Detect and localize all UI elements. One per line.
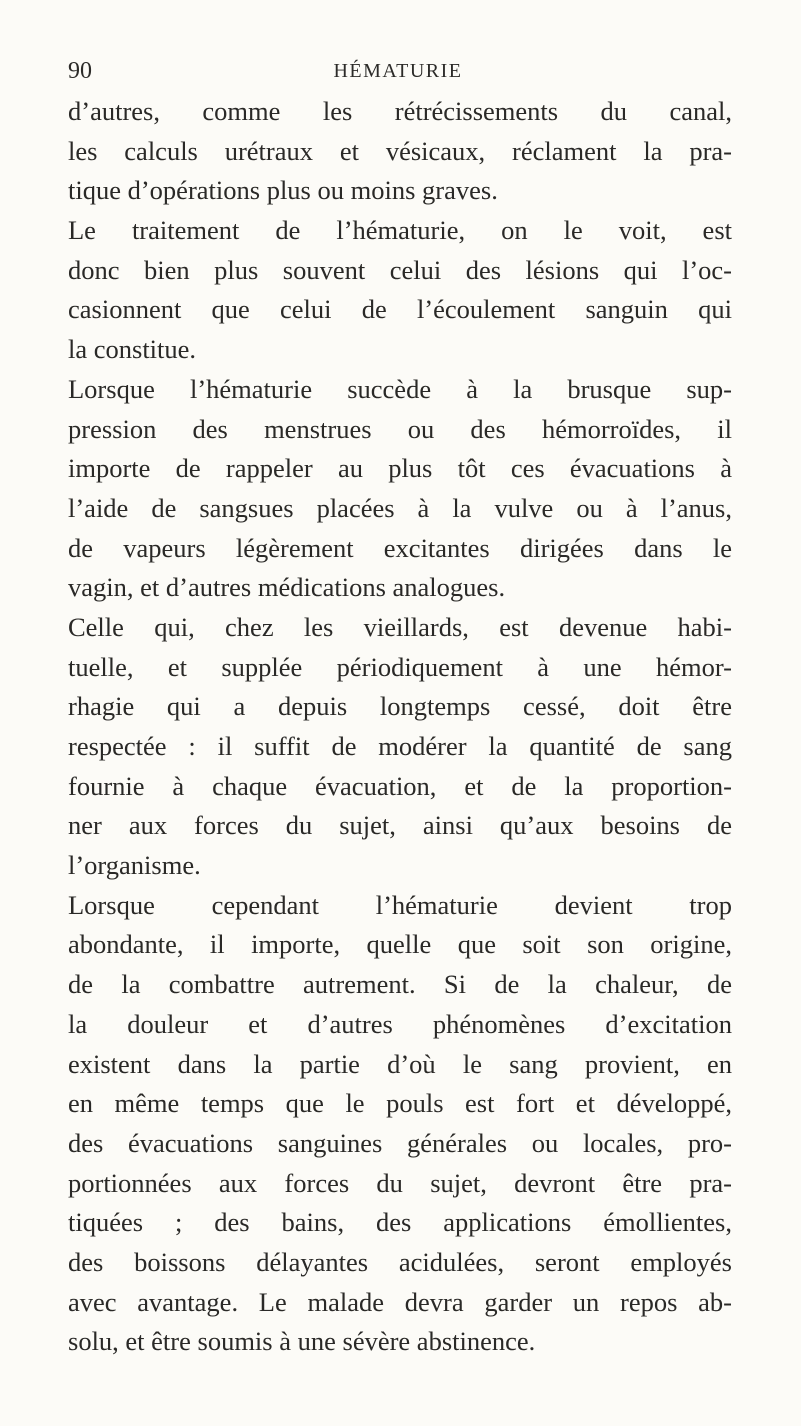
text-line: l’organisme.: [68, 850, 201, 881]
text-line: existent dans la partie d’où le sang provient, en: [68, 1048, 732, 1079]
text-line: tique d’opérations plus ou moins graves.: [68, 175, 498, 206]
text-line: d’autres, comme les rétrécissements du canal,: [68, 96, 732, 126]
text-line: abondante, il importe, quelle que soit son origine,: [68, 929, 732, 960]
text-line: solu, et être soumis à une sévère abstinence.: [68, 1326, 536, 1357]
text-line: respectée : il suffit de modérer la quantité de sang: [68, 731, 732, 761]
text-line: des évacuations sanguines générales ou locales, pro-: [68, 1127, 732, 1158]
text-line: la douleur et d’autres phénomènes d’excitation: [68, 1008, 732, 1039]
text-line: rhagie qui a depuis longtemps cessé, doit être: [68, 691, 732, 722]
page-number: 90: [68, 58, 92, 84]
text-line: pression des menstrues ou des hémorroïdes, il: [68, 413, 732, 444]
text-line: la constitue.: [68, 334, 197, 365]
text-line: ner aux forces du sujet, ainsi qu’aux besoins de: [68, 810, 732, 841]
body-text: [68, 92, 732, 1362]
text-line: portionnées aux forces du sujet, devront être pra-: [68, 1167, 732, 1198]
text-line: casionnent que celui de l’écoulement sanguin qui: [68, 294, 732, 325]
text-line: l’aide de sangsues placées à la vulve ou à l’anus,: [68, 492, 732, 523]
text-line: vagin, et d’autres médications analogues.: [68, 572, 506, 603]
text-line: donc bien plus souvent celui des lésions qui l’oc-: [68, 254, 732, 285]
text-line: les calculs urétraux et vésicaux, réclament la pra-: [68, 135, 732, 166]
text-line: des boissons délayantes acidulées, seront employés: [68, 1246, 732, 1277]
running-title: HÉMATURIE: [333, 60, 463, 82]
running-head: [68, 58, 728, 88]
text-line: de la combattre autrement. Si de la chaleur, de: [68, 969, 732, 1000]
text-line: de vapeurs légèrement excitantes dirigées dans le: [68, 532, 732, 563]
text-line: fournie à chaque évacuation, et de la proportion-: [68, 770, 732, 801]
text-line: Lorsque cependant l’hématurie devient trop: [68, 889, 732, 920]
text-line: tiquées ; des bains, des applications émollientes,: [68, 1207, 732, 1238]
text-line: avec avantage. Le malade devra garder un repos ab-: [68, 1286, 732, 1317]
text-line: importe de rappeler au plus tôt ces évacuations à: [68, 453, 732, 484]
text-line: tuelle, et supplée périodiquement à une hémor-: [68, 651, 732, 682]
text-line: Lorsque l’hématurie succède à la brusque sup-: [68, 373, 732, 404]
text-line: Celle qui, chez les vieillards, est devenue habi-: [68, 611, 732, 642]
text-line: Le traitement de l’hématurie, on le voit, est: [68, 215, 732, 246]
text-line: en même temps que le pouls est fort et développé,: [68, 1088, 732, 1119]
